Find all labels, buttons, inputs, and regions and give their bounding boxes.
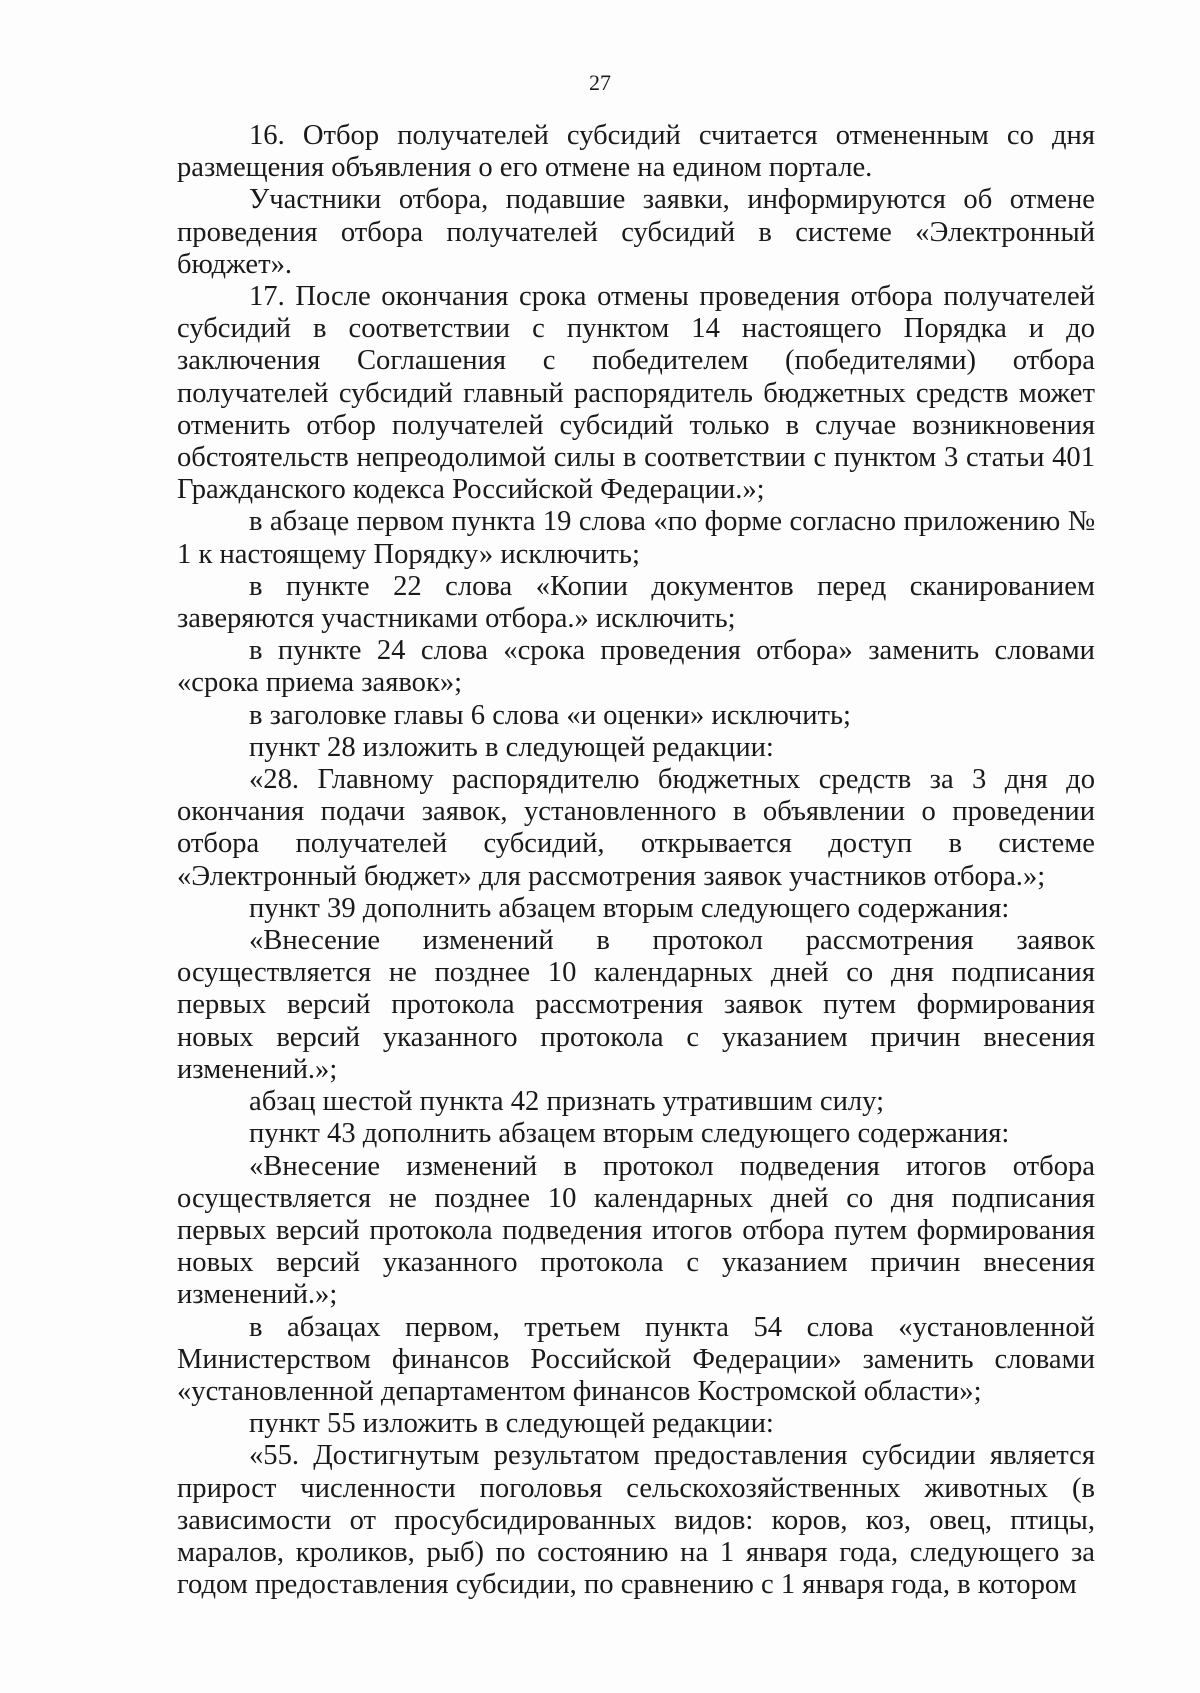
paragraph: Участники отбора, подавшие заявки, информируются об отмене проведения отбора получателей субсидий в системе «Электронный бюджет». (177, 184, 1095, 280)
document-body (177, 120, 1095, 1601)
paragraph: «Внесение изменений в протокол подведения итогов отбора осуществляется не позднее 10 календарных дней со дня подписания первых версий протокола подведения итогов отбора путем формирования новых версий указанного протокола с указанием причин внесения изменений.»; (177, 1150, 1095, 1311)
paragraph: пункт 28 изложить в следующей редакции: (249, 731, 774, 763)
paragraph: 16. Отбор получателей субсидий считается отмененным со дня размещения объявления о его отмене на едином портале. (177, 120, 1095, 184)
paragraph: пункт 55 изложить в следующей редакции: (249, 1408, 774, 1440)
paragraph: абзац шестой пункта 42 признать утратившим силу; (249, 1086, 885, 1118)
paragraph: «Внесение изменений в протокол рассмотрения заявок осуществляется не позднее 10 календарных дней со дня подписания первых версий протокола рассмотрения заявок путем формирования новых версий указанного протокола с указанием причин внесения изменений.»; (177, 925, 1095, 1085)
paragraph: в абзацах первом, третьем пункта 54 слова «установленной Министерством финансов Российской Федерации» заменить словами «установленной департаментом финансов Костромской области»; (177, 1311, 1095, 1407)
paragraph: в пункте 22 слова «Копии документов перед сканированием заверяются участниками отбора.» исключить; (177, 570, 1095, 635)
paragraph: пункт 39 дополнить абзацем вторым следующего содержания: (249, 892, 1010, 924)
paragraph: в заголовке главы 6 слова «и оценки» исключить; (249, 699, 851, 731)
page-number: 27 (589, 70, 611, 95)
paragraph: «55. Достигнутым результатом предоставления субсидии является прирост численности поголовья сельскохозяйственных животных (в зависимости от просубсидированных видов: коров, коз, овец, птицы, маралов, кроликов, рыб) по состоянию на 1 января года, следующего за годом предоставления субсидии, по сравнению с 1 января года, в котором (177, 1440, 1095, 1601)
paragraph: в абзаце первом пункта 19 слова «по форме согласно приложению № 1 к настоящему Порядку» исключить; (177, 506, 1095, 570)
paragraph: 17. После окончания срока отмены проведения отбора получателей субсидий в соответствии с пунктом 14 настоящего Порядка и до заключения Соглашения с победителем (победителями) отбора получателей субсидий главный распорядитель бюджетных средств может отменить отбор получателей субсидий только в случае возникновения обстоятельств непреодолимой силы в соответствии с пунктом 3 статьи 401 Гражданского кодекса Российской Федерации.»; (177, 281, 1095, 506)
paragraph: пункт 43 дополнить абзацем вторым следующего содержания: (249, 1118, 1010, 1150)
paragraph: в пункте 24 слова «срока проведения отбора» заменить словами «срока приема заявок»; (177, 635, 1095, 699)
paragraph: «28. Главному распорядителю бюджетных средств за 3 дня до окончания подачи заявок, установленного в объявлении о проведении отбора получателей субсидий, открывается доступ в системе «Электронный бюджет» для рассмотрения заявок участников отбора.»; (177, 764, 1095, 892)
